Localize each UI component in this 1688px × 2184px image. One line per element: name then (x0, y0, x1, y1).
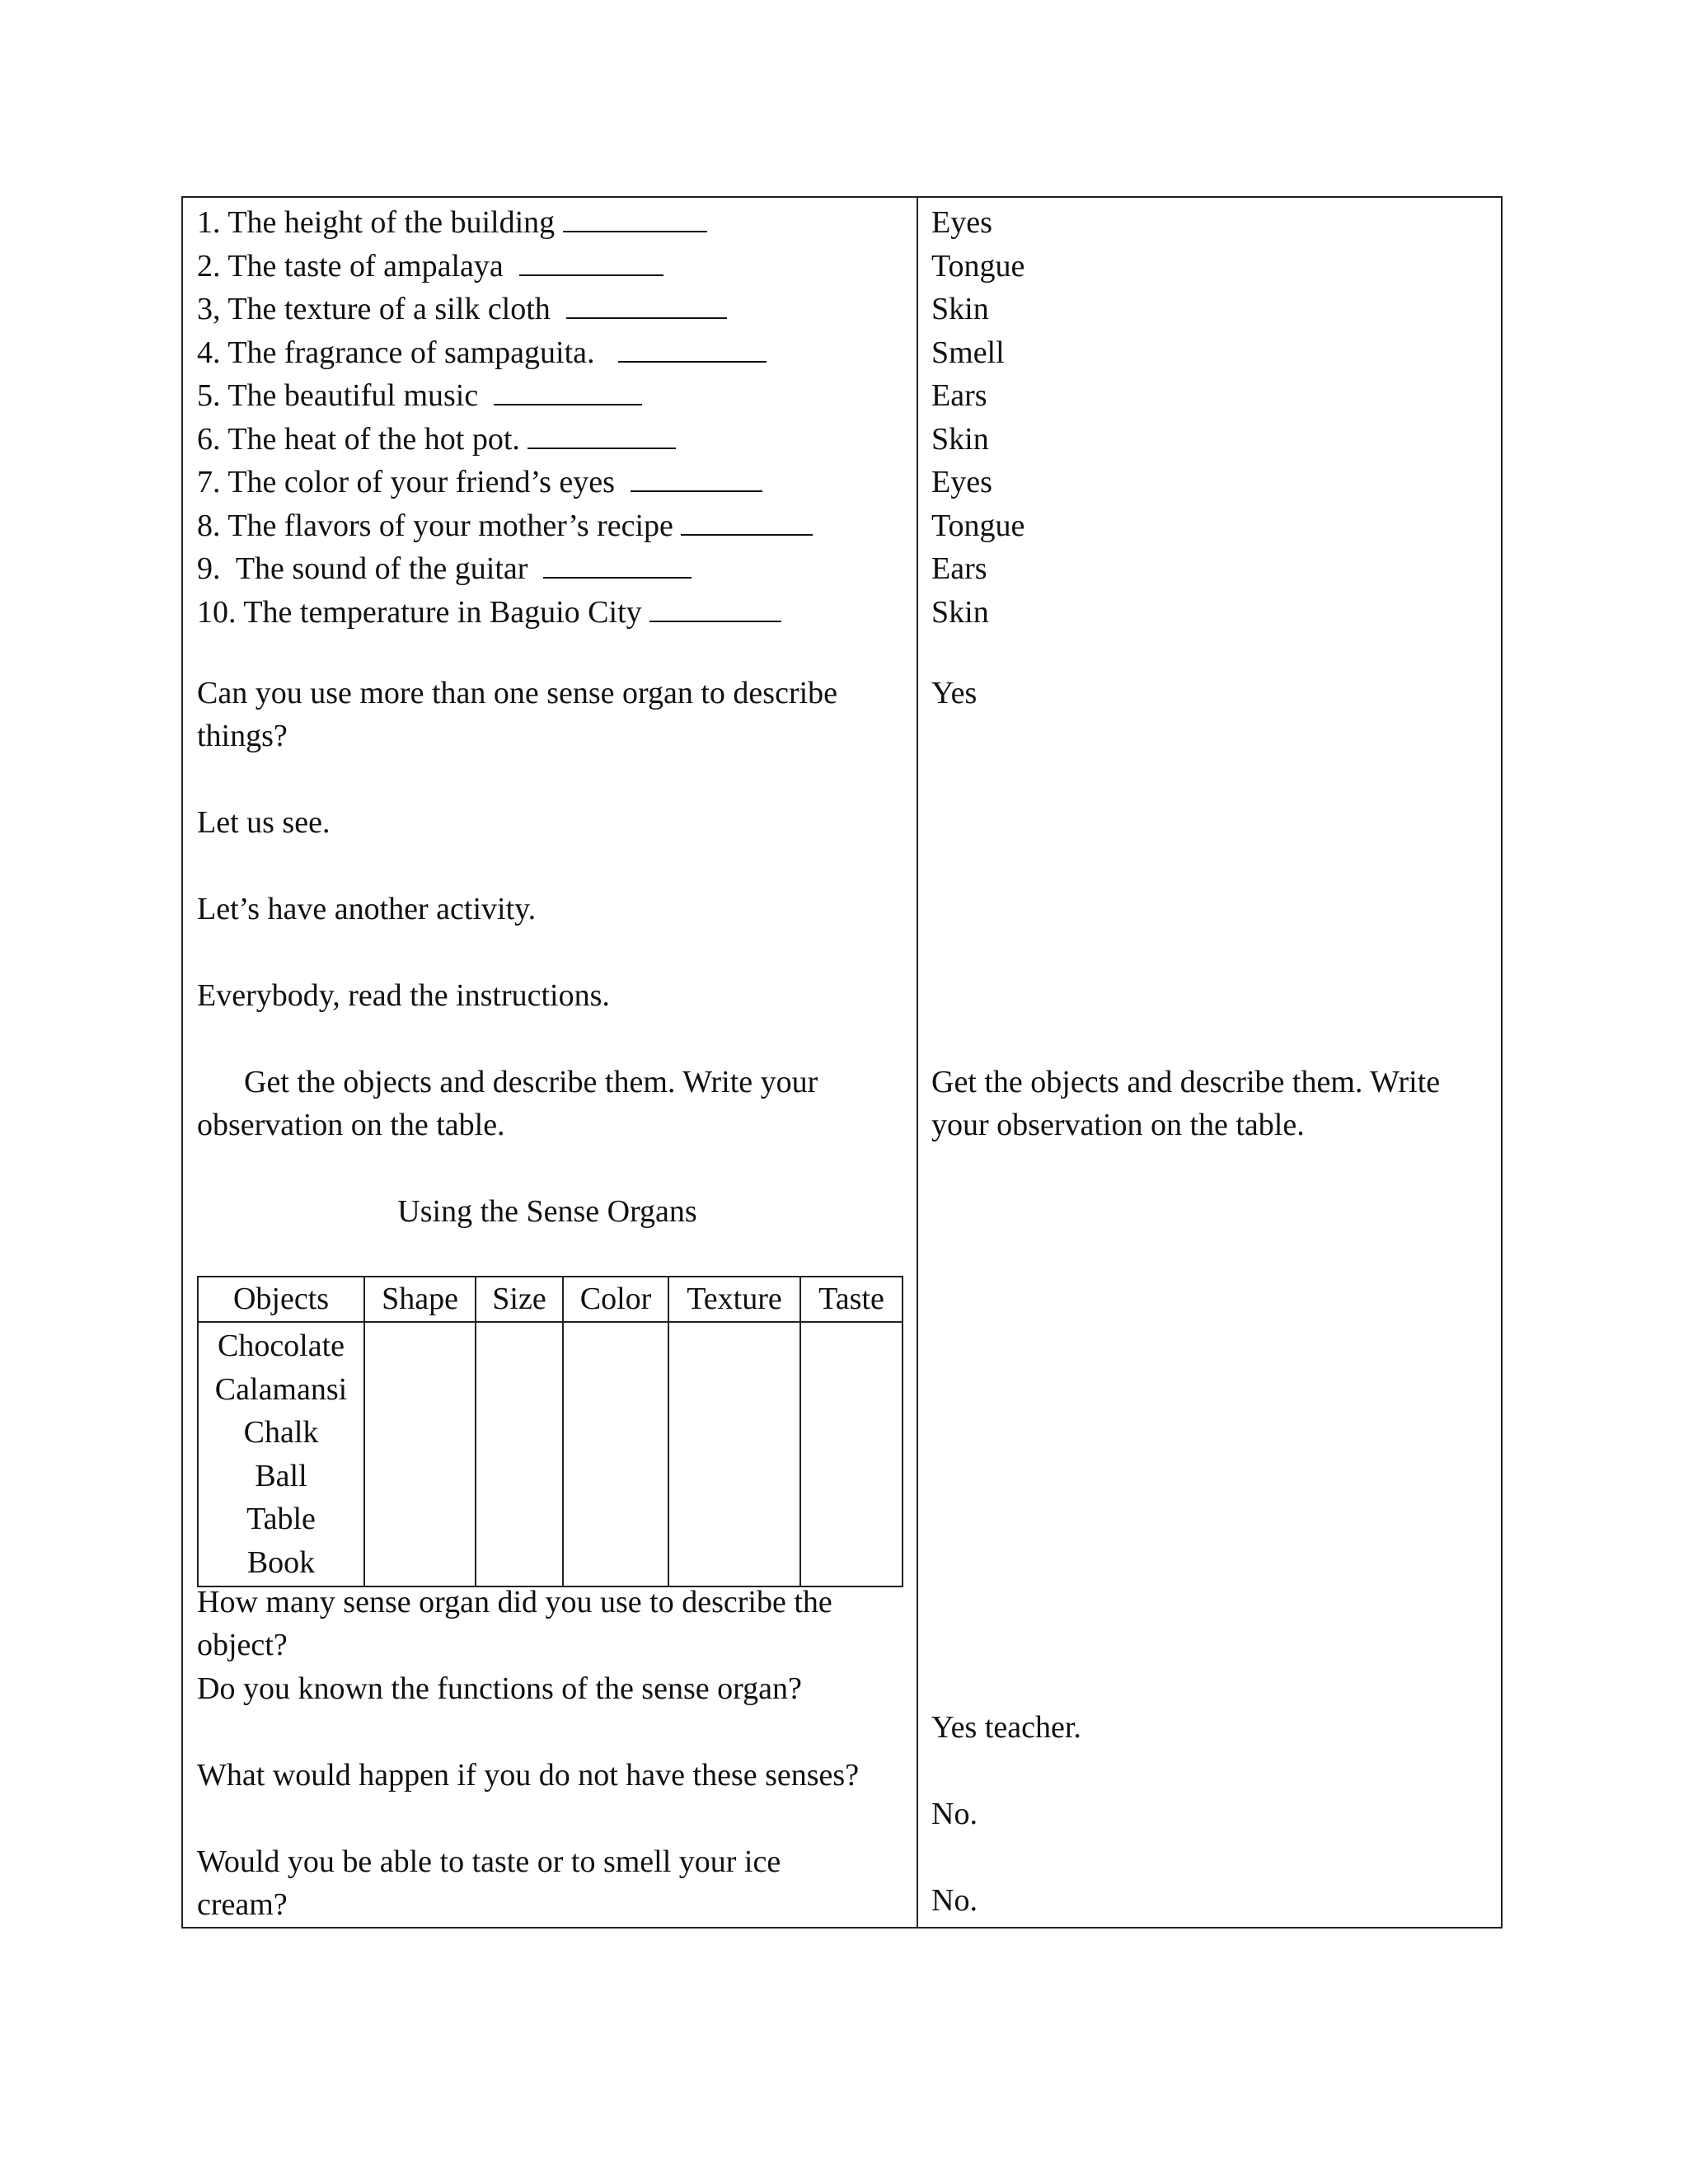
another-activity-text: Let’s have another activity. (197, 892, 537, 926)
answer-yes: Yes (931, 676, 978, 710)
answer-item: Skin (931, 292, 989, 326)
header-texture: Texture (668, 1277, 800, 1322)
shape-cell[interactable] (364, 1322, 476, 1586)
answer-no-2: No. (931, 1883, 978, 1918)
answer-blank[interactable] (681, 506, 813, 536)
header-color: Color (563, 1277, 668, 1322)
answer-item: Skin (931, 594, 989, 630)
table-row (198, 1322, 903, 1586)
answer-blank[interactable] (543, 549, 692, 579)
sense-item (197, 461, 762, 504)
object-item: Chocolate (217, 1329, 345, 1363)
sense-item (197, 418, 676, 462)
lesson-table (181, 196, 1503, 1929)
taste-cell[interactable] (800, 1322, 903, 1586)
answer-blank[interactable] (618, 333, 767, 363)
answer-blank[interactable] (631, 462, 762, 492)
answer-blank[interactable] (519, 246, 663, 276)
color-cell[interactable] (563, 1322, 668, 1586)
answer-blank[interactable] (649, 593, 781, 622)
object-item: Calamansi (214, 1371, 348, 1407)
answer-item: Eyes (931, 465, 992, 499)
sense-item (197, 288, 727, 331)
column-divider (917, 198, 918, 1927)
sense-item-text: 2. The taste of ampalaya (197, 248, 519, 284)
sense-item (197, 331, 767, 375)
answer-yes-teacher: Yes teacher. (931, 1710, 1081, 1745)
instructions-line2: observation on the table. (197, 1108, 505, 1142)
texture-cell[interactable] (668, 1322, 800, 1586)
question-how-many-line1: How many sense organ did you use to describe the (197, 1585, 832, 1619)
sense-item (197, 591, 781, 635)
sense-item-text: 6. The heat of the hot pot. (197, 421, 528, 457)
sense-item-text: 5. The beautiful music (197, 378, 495, 413)
answer-blank[interactable] (563, 203, 707, 232)
sense-item (197, 504, 813, 548)
sense-item (197, 547, 692, 591)
answer-item: Smell (931, 335, 1005, 370)
let-us-see-text: Let us see. (197, 805, 331, 840)
answer-item: Eyes (931, 205, 992, 240)
question-how-many-line2: object? (197, 1628, 288, 1662)
question-functions: Do you known the functions of the sense organ? (197, 1671, 802, 1706)
answer-item: Skin (931, 421, 989, 457)
sense-item-text: 4. The fragrance of sampaguita. (197, 335, 619, 370)
answer-item: Ears (931, 551, 987, 586)
header-taste: Taste (800, 1277, 903, 1322)
sense-item-text: 7. The color of your friend’s eyes (197, 465, 631, 499)
header-size: Size (476, 1277, 563, 1322)
object-item: Ball (255, 1458, 307, 1493)
read-instructions-text: Everybody, read the instructions. (197, 978, 610, 1013)
sense-item-text: 10. The temperature in Baguio City (197, 594, 650, 630)
sense-item (197, 201, 707, 245)
sense-item-text: 3, The texture of a silk cloth (197, 292, 566, 326)
answer-item: Ears (931, 378, 987, 413)
sense-item-text: 1. The height of the building (197, 205, 563, 240)
sense-item (197, 245, 663, 288)
objects-cell (198, 1322, 364, 1586)
answer-item: Tongue (931, 248, 1025, 284)
answer-no-1: No. (931, 1797, 978, 1831)
answer-blank[interactable] (494, 376, 642, 405)
sense-organs-table (197, 1276, 903, 1587)
header-shape: Shape (364, 1277, 476, 1322)
object-item: Book (246, 1544, 316, 1580)
sense-item-text: 9. The sound of the guitar (197, 551, 544, 586)
answer-item: Tongue (931, 508, 1025, 543)
sense-item-text: 8. The flavors of your mother’s recipe (197, 508, 682, 543)
question-more-senses-line2: things? (197, 719, 288, 753)
right-instructions-line1: Get the objects and describe them. Write (931, 1065, 1441, 1099)
question-ice-cream-line2: cream? (197, 1887, 288, 1922)
table-title: Using the Sense Organs (397, 1194, 697, 1229)
right-instructions-line2: your observation on the table. (931, 1108, 1305, 1142)
size-cell[interactable] (476, 1322, 563, 1586)
object-item: Chalk (243, 1415, 319, 1450)
question-no-senses: What would happen if you do not have these senses? (197, 1758, 860, 1793)
instructions-line1: Get the objects and describe them. Write your (197, 1065, 818, 1099)
answer-blank[interactable] (528, 419, 676, 449)
question-more-senses-line1: Can you use more than one sense organ to describe (197, 676, 838, 710)
question-ice-cream-line1: Would you be able to taste or to smell your ice (197, 1844, 781, 1879)
answer-blank[interactable] (566, 289, 727, 319)
sense-item (197, 374, 642, 418)
table-header-row (198, 1277, 903, 1322)
object-item: Table (246, 1502, 316, 1536)
header-objects: Objects (198, 1277, 364, 1322)
